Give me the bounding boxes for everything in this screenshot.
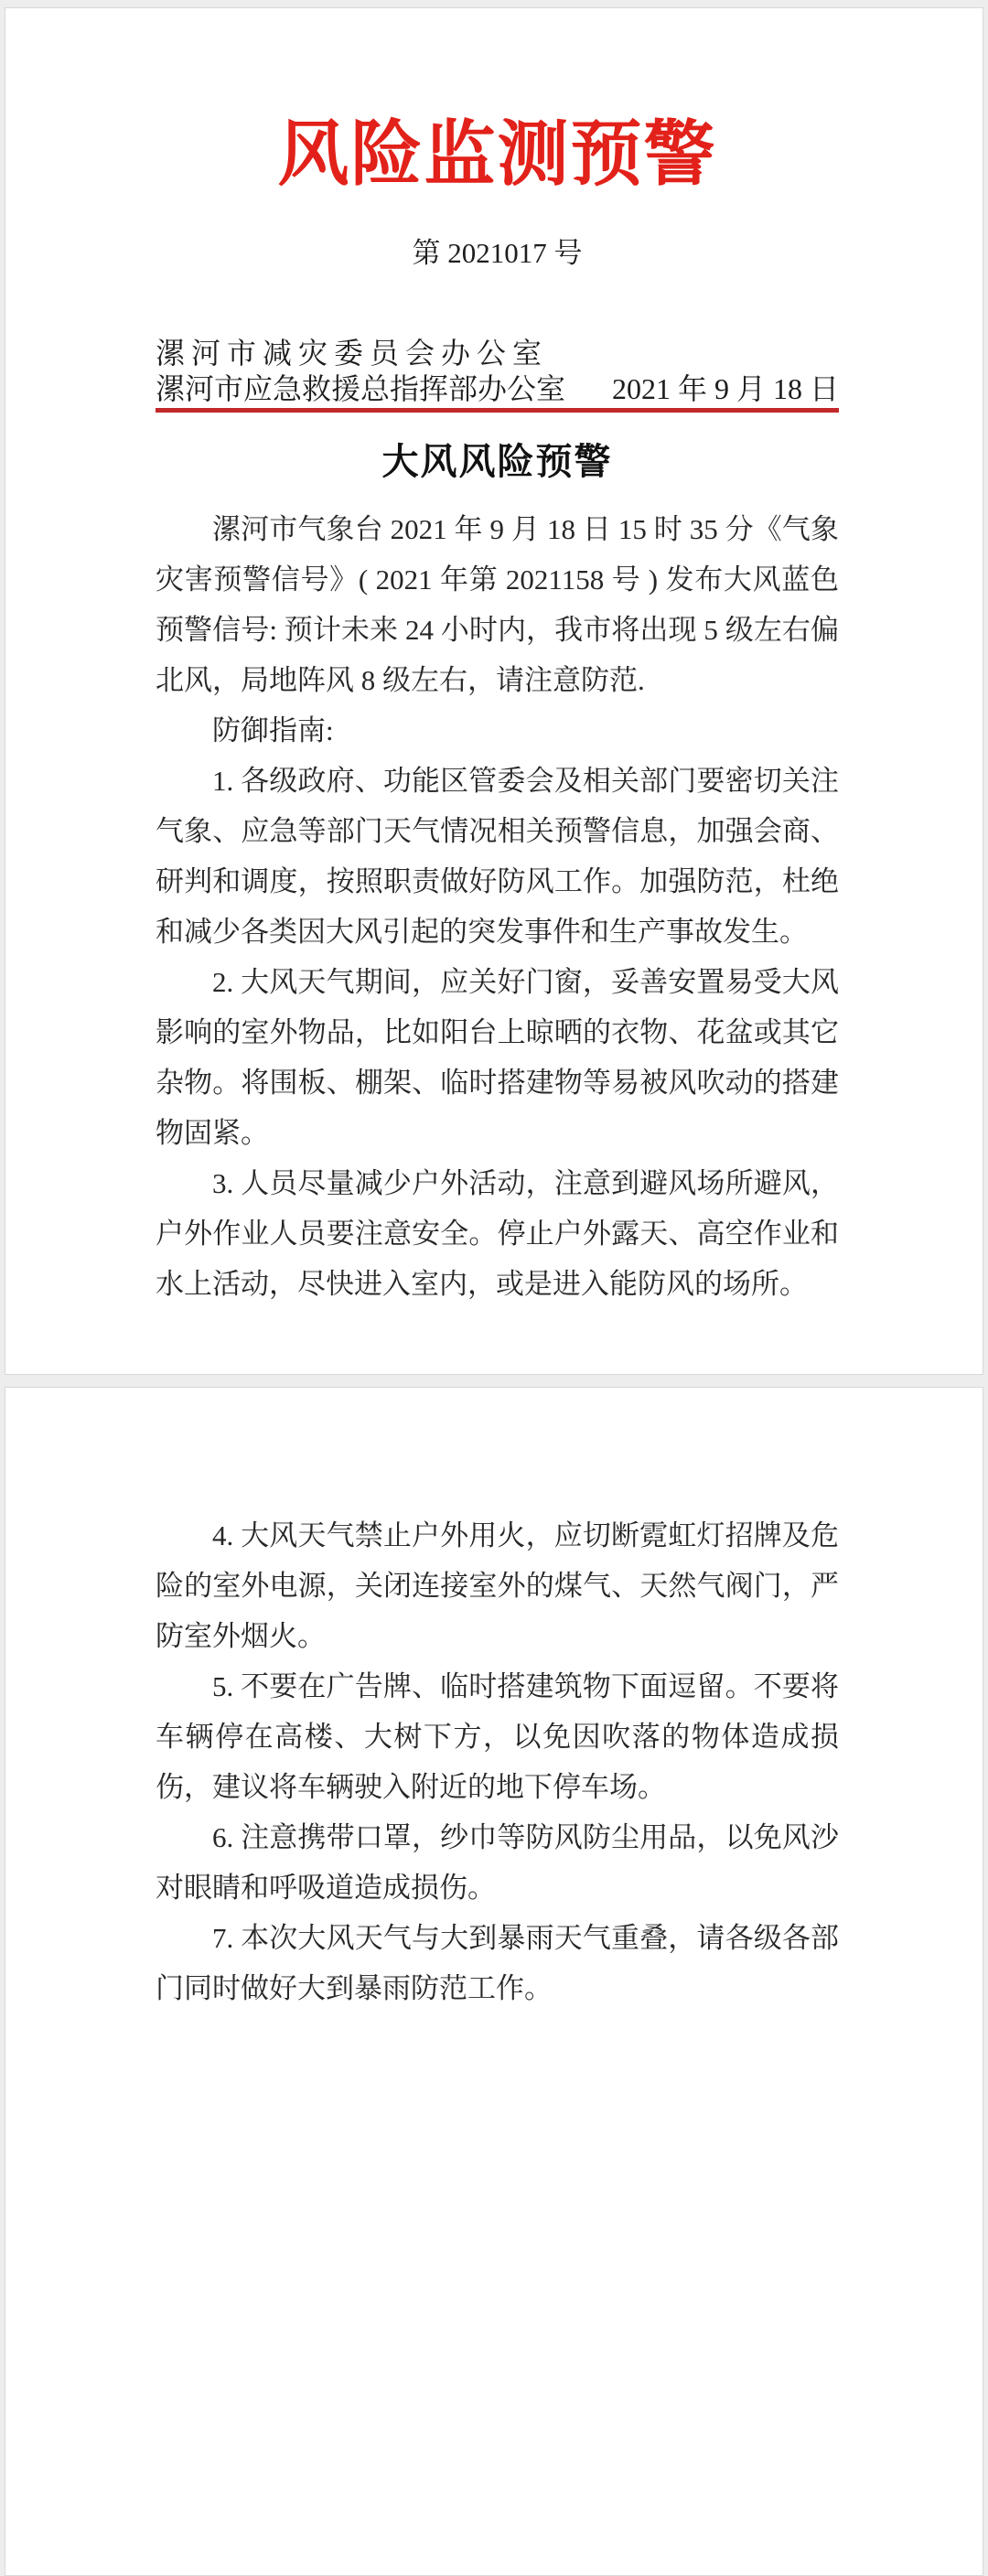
issuer-office-1: 漯河市减灾委员会办公室: [156, 337, 549, 370]
issue-date: 2021 年 9 月 18 日: [611, 372, 839, 405]
issuer-office-2: 漯河市应急救援总指挥部办公室: [156, 372, 566, 405]
issuer-line-2: [156, 371, 839, 407]
guide-item-6: 6. 注意携带口罩，纱巾等防风防尘用品，以免风沙对眼睛和呼吸道造成损伤。: [156, 1821, 839, 1904]
document-page-2: [5, 1387, 983, 2576]
guide-item-7: 7. 本次大风天气与大到暴雨天气重叠，请各级各部门同时做好大到暴雨防范工作。: [156, 1922, 839, 2004]
guide-item-2: 2. 大风天气期间，应关好门窗，妥善安置易受大风影响的室外物品，比如阳台上晾晒的衣物、花盆或其它杂物。将围板、棚架、临时搭建物等易被风吹动的搭建物固紧。: [156, 966, 839, 1149]
issuer-block: [156, 336, 839, 413]
guide-item-1: 1. 各级政府、功能区管委会及相关部门要密切关注气象、应急等部门天气情况相关预警信息，加强会商、研判和调度，按照职责做好防风工作。加强防范，杜绝和减少各类因大风引起的突发事件和生产事故发生。: [156, 765, 839, 948]
document-page-1: [5, 7, 983, 1375]
document-viewer: [0, 7, 988, 2086]
masthead-title: 风险监测预警: [277, 114, 717, 194]
guide-item-4: 4. 大风天气禁止户外用火，应切断霓虹灯招牌及危险的室外电源，关闭连接室外的煤气、天然气阀门，严防室外烟火。: [156, 1519, 839, 1652]
notice-intro-paragraph: 漯河市气象台 2021 年 9 月 18 日 15 时 35 分《气象灾害预警信号》( 2021 年第 2021158 号 ) 发布大风蓝色预警信号: 预计未来 24 小时内，我市将出现 5 级左右偏北风，局地阵风 8 级左右，请注意防范.: [156, 513, 839, 696]
guide-heading: 防御指南:: [212, 714, 334, 746]
notice-title: 大风风险预警: [381, 441, 613, 482]
red-divider-rule: [156, 408, 839, 413]
notice-body-page-1: [156, 504, 839, 1309]
guide-item-3: 3. 人员尽量减少户外活动，注意到避风场所避风，户外作业人员要注意安全。停止户外露天、高空作业和水上活动，尽快进入室内，或是进入能防风的场所。: [156, 1167, 839, 1300]
document-number: 第 2021017 号: [412, 237, 583, 269]
guide-item-5: 5. 不要在广告牌、临时搭建筑物下面逗留。不要将车辆停在高楼、大树下方，以免因吹落的物体造成损伤，建议将车辆驶入附近的地下停车场。: [156, 1670, 839, 1803]
notice-body-page-2: [156, 1510, 839, 2013]
